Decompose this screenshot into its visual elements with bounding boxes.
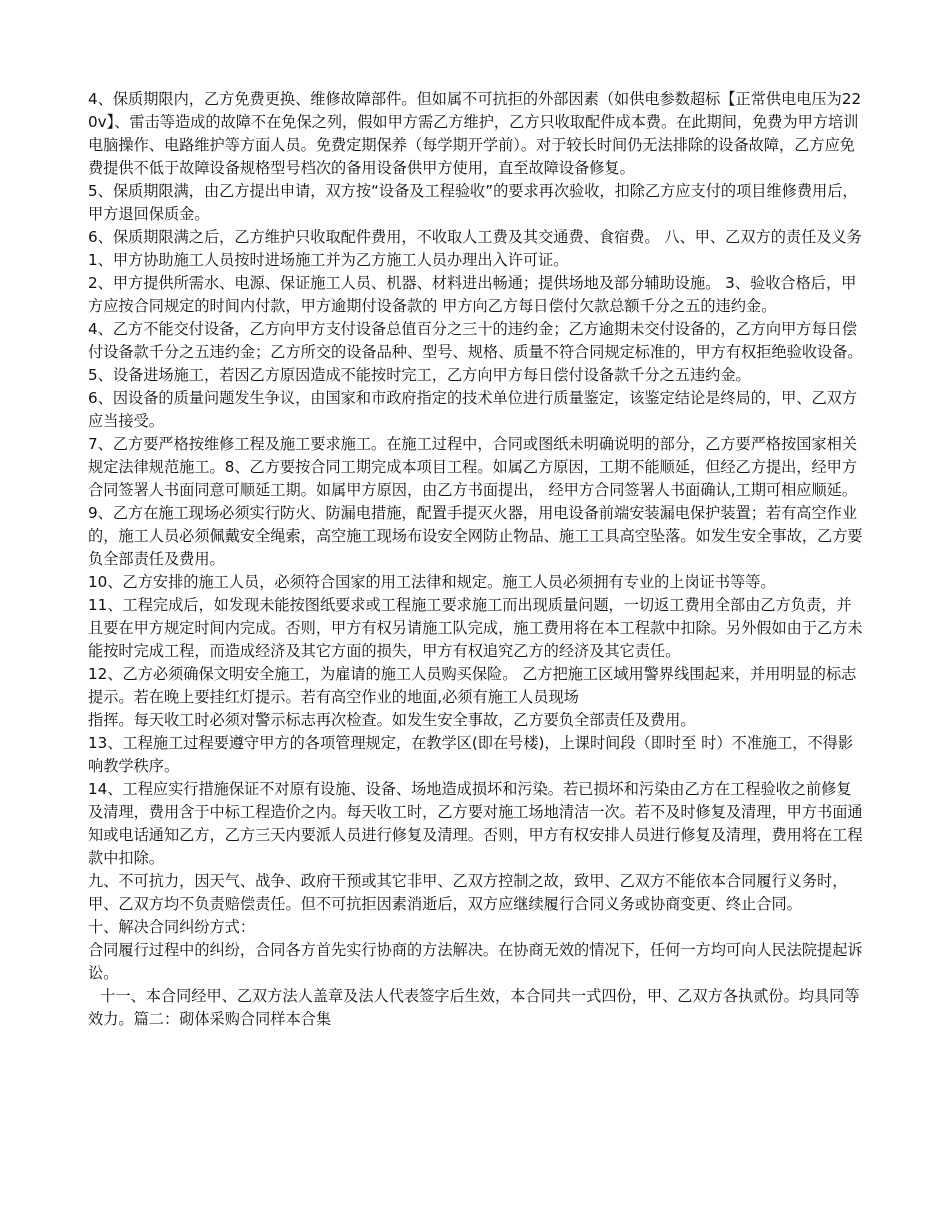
- paragraph-civilized-construction: 12、乙方必须确保文明安全施工，为雇请的施工人员购买保险。 乙方把施工区域用警界线围起来，并用明显的标志提示。若在晚上要挂红灯提示。若有高空作业的地面,必须有施工人员现场: [88, 665, 857, 706]
- paragraph-rework-liability: 11、工程完成后，如发现未能按图纸要求或工程施工要求施工而出现质量问题，一切返工费用全部由乙方负责，并且要在甲方规定时间内完成。否则，甲方有权另请施工队完成，施工费用将在本工程款中扣除。另外假如由于乙方未能按时完成工程，而造成经济及其它方面的损失，甲方有权追究乙方的经济及其它责任。: [88, 596, 863, 660]
- paragraph-damage-repair: 14、工程应实行措施保证不对原有设施、设备、场地造成损坏和污染。若已损坏和污染由乙方在工程验收之前修复及清理，费用含于中标工程造价之内。每天收工时，乙方要对施工场地清洁一次。若不及时修复及清理，甲方书面通知或电话通知乙方，乙方三天内要派人员进行修复及清理。否则，甲方有权安排人员进行修复及清理，费用将在工程款中扣除。: [88, 780, 863, 867]
- paragraph-quality-dispute: 6、因设备的质量问题发生争议，由国家和市政府指定的技术单位进行质量鉴定，该鉴定结论是终局的，甲、乙双方应当接受。: [88, 389, 858, 430]
- paragraph-after-warranty: 6、保质期限满之后，乙方维护只收取配件费用，不收取人工费及其交通费、食宿费。 八、甲、乙双方的责任及义务: [88, 228, 862, 246]
- paragraph-command-check: 指挥。每天收工时必须对警示标志再次检查。如发生安全事故，乙方要负全部责任及费用。: [88, 711, 696, 729]
- document-body: [88, 88, 866, 1031]
- paragraph-warranty-expiry: 5、保质期限满，由乙方提出申请，双方按“设备及工程验收”的要求再次验收，扣除乙方应支付的项目维修费用后，甲方退回保质金。: [88, 182, 858, 223]
- paragraph-party-a-permit: 1、甲方协助施工人员按时进场施工并为乙方施工人员办理出入许可证。: [88, 251, 569, 269]
- paragraph-dispute-resolution: 合同履行过程中的纠纷，合同各方首先实行协商的方法解决。在协商无效的情况下，任何一方均可向人民法院提起诉讼。: [88, 941, 863, 982]
- paragraph-effectiveness: 十一、本合同经甲、乙双方法人盖章及法人代表签字后生效，本合同共一式四份，甲、乙双方各执贰份。均具同等效力。篇二：砌体采购合同样本合集: [88, 987, 860, 1028]
- paragraph-management-rules: 13、工程施工过程要遵守甲方的各项管理规定，在教学区(即在号楼)，上课时间段（即时至 时）不准施工，不得影响教学秩序。: [88, 734, 854, 775]
- paragraph-delivery-penalty: 4、乙方不能交付设备，乙方向甲方支付设备总值百分之三十的违约金；乙方逾期未交付设备的，乙方向甲方每日偿付设备款千分之五违约金；乙方所交的设备品种、型号、规格、质量不符合同规定标准的，甲方有权拒绝验收设备。: [88, 320, 863, 361]
- paragraph-delay-penalty: 5、设备进场施工，若因乙方原因造成不能按时完工，乙方向甲方每日偿付设备款千分之五违约金。: [88, 366, 751, 384]
- paragraph-workers-certification: 10、乙方安排的施工人员，必须符合国家的用工法律和规定。施工人员必须拥有专业的上岗证书等等。: [88, 573, 776, 591]
- paragraph-safety-measures: 9、乙方在施工现场必须实行防火、防漏电措施，配置手提灭火器，用电设备前端安装漏电保护装置；若有高空作业的，施工人员必须佩戴安全绳索，高空施工现场布设安全网防止物品、施工工具高空坠落。如发生安全事故，乙方要负全部责任及费用。: [88, 504, 863, 568]
- paragraph-warranty-repair: 4、保质期限内，乙方免费更换、维修故障部件。但如属不可抗拒的外部因素（如供电参数超标【正常供电电压为220v】、雷击等造成的故障不在免保之列，假如甲方需乙方维护，乙方只收取配件成本费。在此期间，免费为甲方培训电脑操作、电路维护等方面人员。免费定期保养（每学期开学前）。对于较长时间仍无法排除的设备故障，乙方应免费提供不低于故障设备规格型号档次的备用设备供甲方使用，直至故障设备修复。: [88, 90, 862, 177]
- paragraph-construction-requirements: 7、乙方要严格按维修工程及施工要求施工。在施工过程中，合同或图纸未明确说明的部分，乙方要严格按国家相关规定法律规范施工。8、乙方要按合同工期完成本项目工程。如属乙方原因，工期不能顺延，但经乙方提出，经甲方合同签署人书面同意可顺延工期。如属甲方原因，由乙方书面提出， 经甲方合同签署人书面确认,工期可相应顺延。: [88, 435, 858, 499]
- paragraph-party-a-utilities: 2、甲方提供所需水、电源、保证施工人员、机器、材料进出畅通；提供场地及部分辅助设施。 3、验收合格后，甲方应按合同规定的时间内付款，甲方逾期付设备款的 甲方向乙方每日偿付欠款总额千分之五的违约金。: [88, 274, 857, 315]
- paragraph-dispute-heading: 十、解决合同纠纷方式：: [88, 918, 256, 936]
- paragraph-force-majeure: 九、不可抗力，因天气、战争、政府干预或其它非甲、乙双方控制之故，致甲、乙双方不能依本合同履行义务时，甲、乙双方均不负责赔偿责任。但不可抗拒因素消逝后，双方应继续履行合同义务或协商变更、终止合同。: [88, 872, 848, 913]
